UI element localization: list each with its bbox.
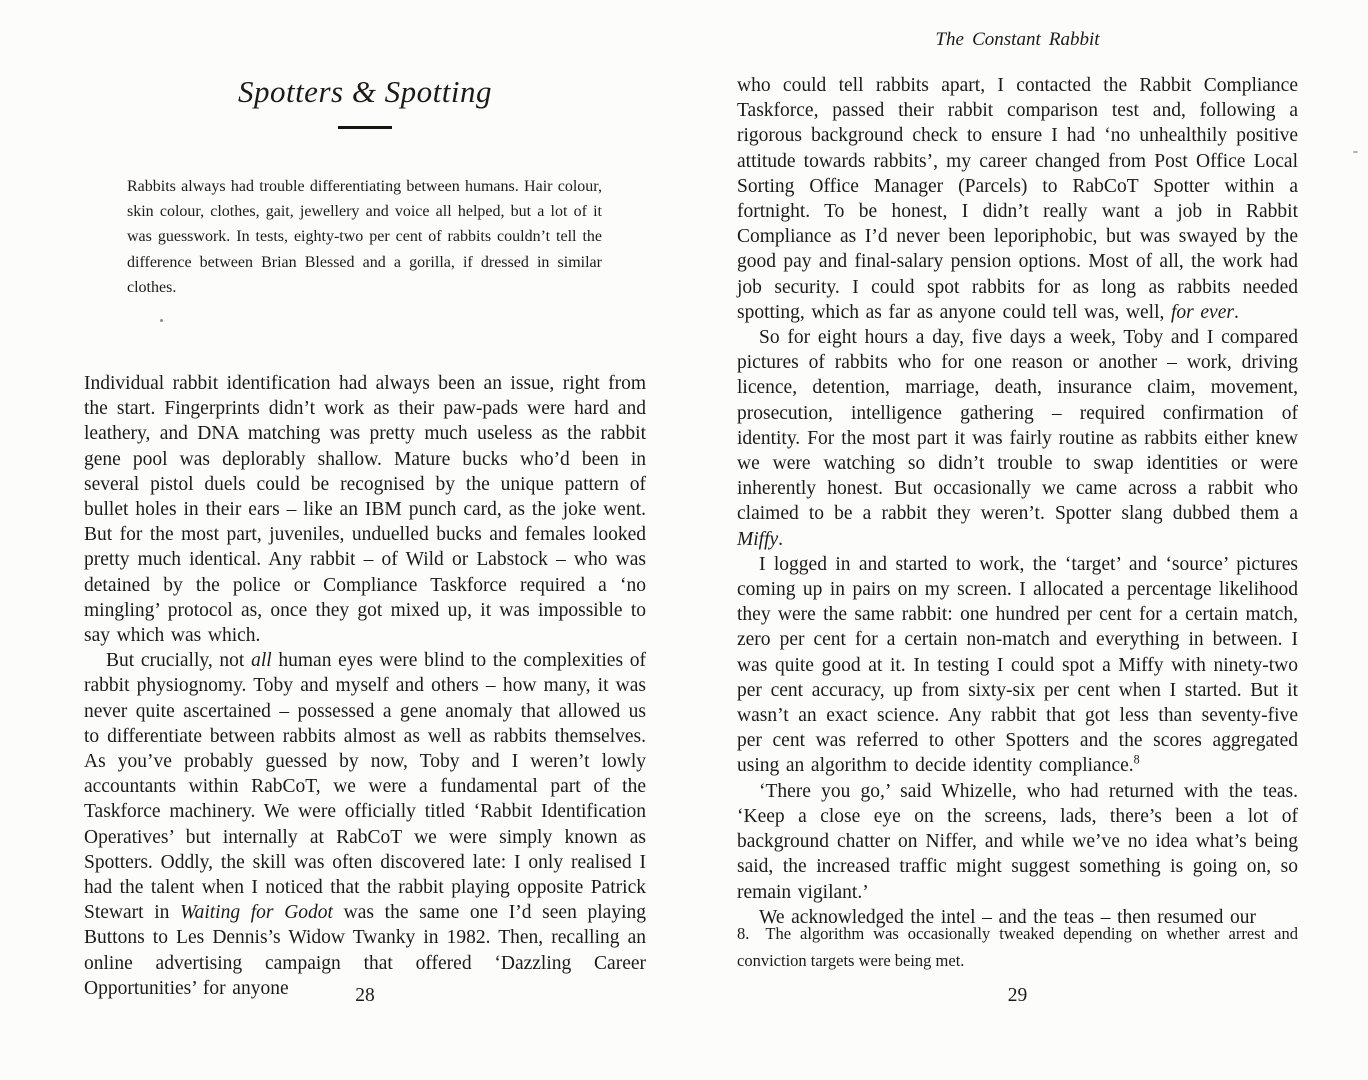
page-number-left: 28 — [355, 985, 375, 1006]
page-number-right: 29 — [1007, 985, 1028, 1006]
right-page-body — [737, 73, 1298, 930]
paragraph: ‘There you go,’ said Whizelle, who had returned with the teas. ‘Keep a close eye on the screens, lads, there’s been a lot of background chatter on Niffer, and while we’ve no idea what’s being said, the increased traffic might suggest something is going on, so remain vigilant.’ — [737, 780, 1298, 903]
paragraph: We acknowledged the intel – and the teas – then resumed our — [759, 906, 1256, 928]
paragraph: who could tell rabbits apart, I contacted the Rabbit Compliance Taskforce, passed their rabbit comparison test and, following a rigorous background check to ensure I had ‘no unhealthily positive attitude towards rabbits’, my career changed from Post Office Local Sorting Office Manager (Parcels) to RabCoT Spotter within a fortnight. To be honest, I didn’t really want a job in Rabbit Compliance as I’d never been leporiphobic, but was swayed by the good pay and final-salary pension options. Most of all, the work had job security. I could spot rabbits for as long as rabbits needed spotting, which as far as anyone could tell was, well, for ever. — [737, 75, 1298, 323]
paragraph: So for eight hours a day, five days a week, Toby and I compared pictures of rabbits who for one reason or another – work, driving licence, detention, marriage, death, insurance claim, movement, prosecution, intelligence gathering – required confirmation of identity. For the most part it was fairly routine as rabbits either knew we were watching so didn’t trouble to swap identities or were inherently honest. But occasionally we came across a rabbit who claimed to be a rabbit they weren’t. Spotter slang dubbed them a Miffy. — [737, 327, 1298, 550]
scan-speck — [160, 319, 163, 322]
right-page — [737, 0, 1298, 1080]
footnote — [737, 921, 1298, 974]
title-divider-rule — [338, 126, 392, 129]
paragraph: I logged in and started to work, the ‘target’ and ‘source’ pictures coming up in pairs on my screen. I allocated a percentage likelihood they were the same rabbit: one hundred per cent for a certain match, zero per cent for a certain non-match and everything in between. I was quite good at it. In testing I could spot a Miffy with ninety-two per cent accuracy, up from sixty-six per cent when I started. But it wasn’t an exact science. Any rabbit that got less than seventy-five per cent was referred to other Spotters and the scores aggregated using an algorithm to decide identity compliance.$^8$ — [737, 553, 1298, 777]
paragraph: But crucially, not all human eyes were blind to the complexities of rabbit physiognomy. Toby and myself and others – how many, it was never quite ascertained – possessed a gene anomaly that allowed us to differentiate between rabbits almost as well as rabbits themselves. As you’ve probably guessed by now, Toby and I weren’t lowly accountants within RabCoT, we were a fundamental part of the Taskforce machinery. We were officially titled ‘Rabbit Identification Operatives’ but internally at RabCoT we were simply known as Spotters. Oddly, the skill was often discovered late: I only realised I had the talent when I noticed that the rabbit playing opposite Patrick Stewart in Waiting for Godot was the same one I’d seen playing Buttons to Les Dennis’s Widow Twanky in 1982. Then, recalling an online advertising campaign that offered ‘Dazzling Career Opportunities’ for anyone — [84, 650, 646, 999]
footnote-number: 8. — [737, 924, 750, 943]
chapter-title: Spotters & Spotting — [237, 74, 493, 109]
epigraph: Rabbits always had trouble differentiating between humans. Hair colour, skin colour, clothes, gait, jewellery and voice all helped, but a lot of it was guesswork. In tests, eighty-two per cent of rabbits couldn’t tell the difference between Brian Blessed and a gorilla, if dressed in similar clothes. — [127, 178, 602, 296]
scan-speck — [1353, 151, 1358, 153]
left-page-body — [84, 371, 646, 1001]
running-header: The Constant Rabbit — [935, 29, 1100, 50]
paragraph: Individual rabbit identification had always been an issue, right from the start. Fingerprints didn’t work as their paw-pads were hard and leathery, and DNA matching was pretty much useless as the rabbit gene pool was deplorably shallow. Mature bucks who’d been in several pistol duels could be recognised by the unique pattern of bullet holes in their ears – like an IBM punch card, as the joke went. But for the most part, juveniles, unduelled bucks and females looked pretty much identical. Any rabbit – of Wild or Labstock – who was detained by the police or Compliance Taskforce required a ‘no mingling’ protocol as, once they got mixed up, it was impossible to say which was which. — [84, 373, 646, 647]
footnote-text: The algorithm was occasionally tweaked depending on whether arrest and conviction targets were being met. — [737, 924, 1298, 970]
left-page — [84, 0, 646, 1080]
